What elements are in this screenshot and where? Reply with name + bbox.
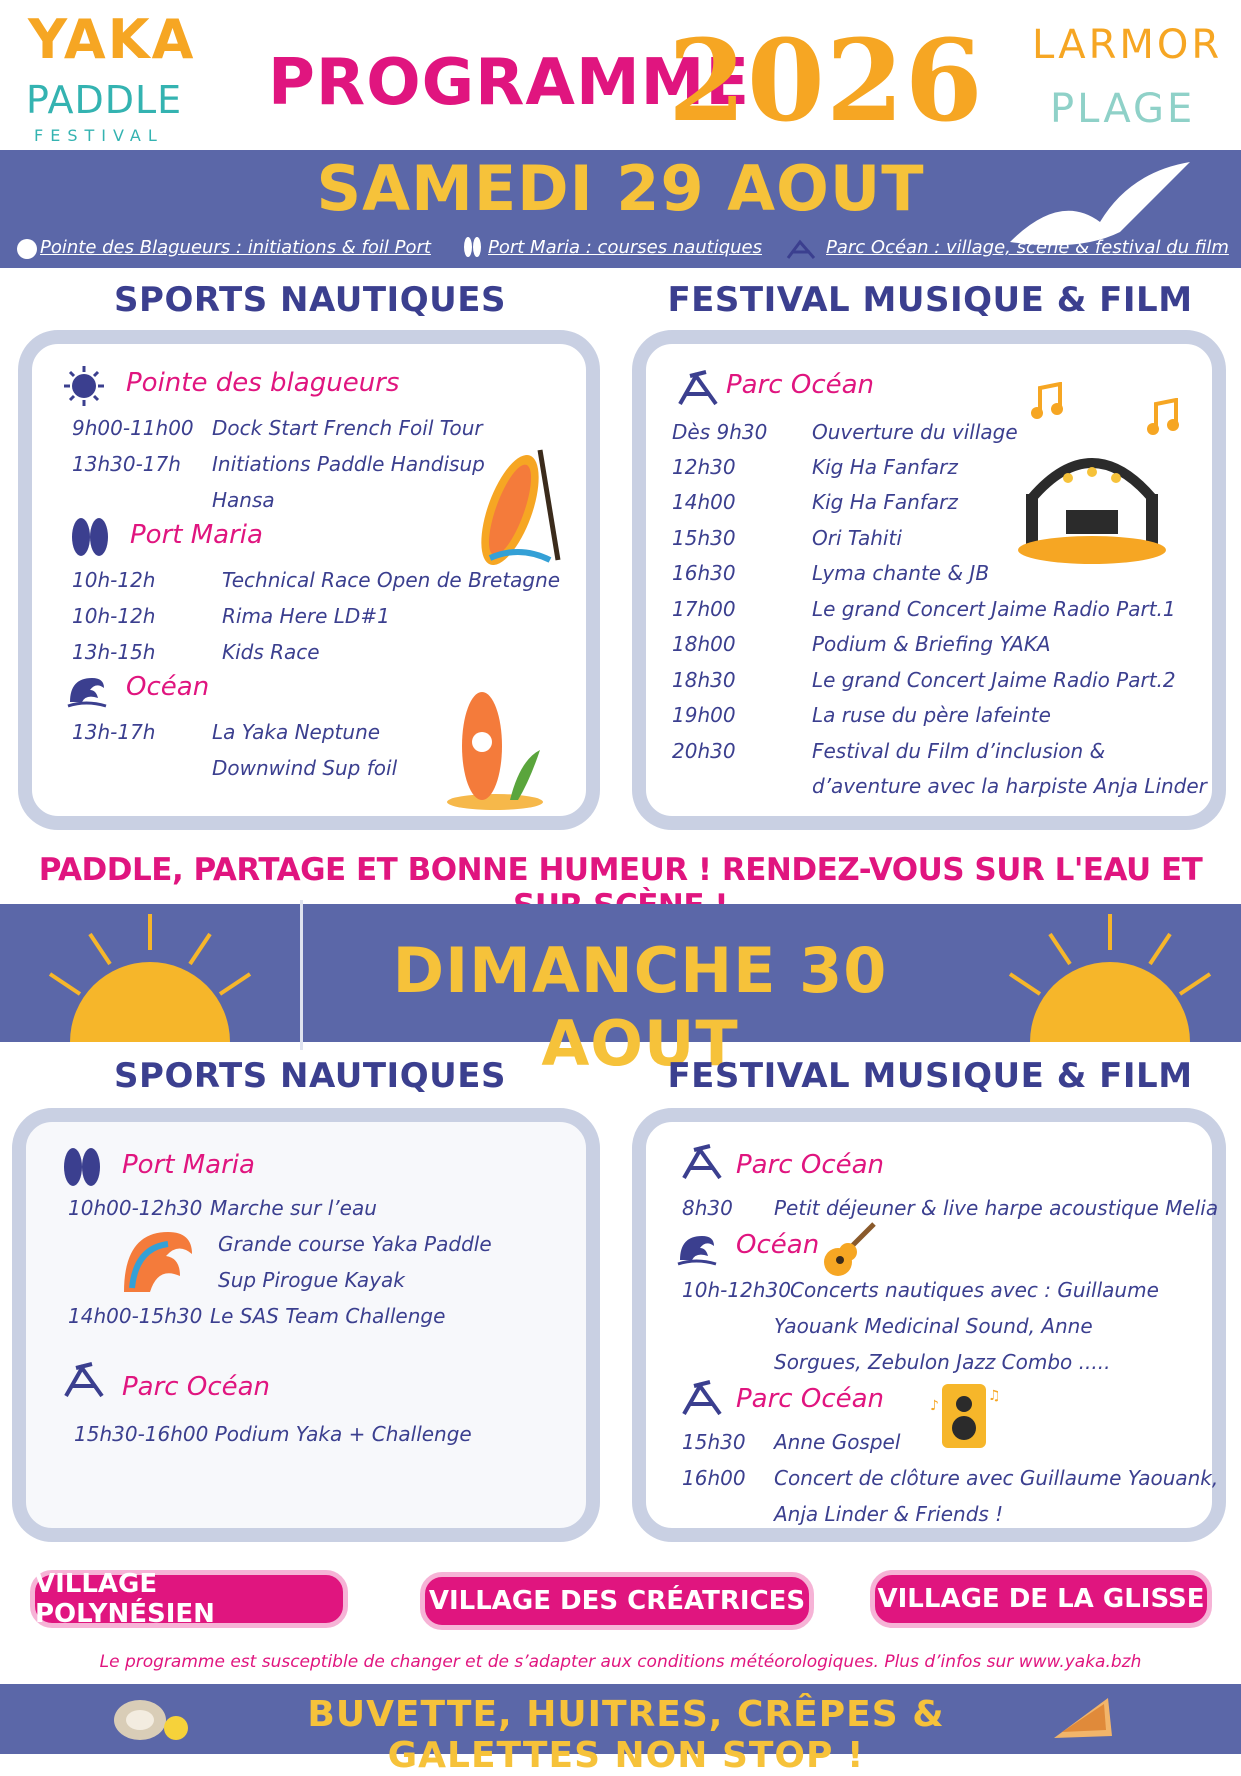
event-label: La ruse du père lafeinte — [812, 703, 1051, 727]
time-label: 17h00 — [672, 597, 736, 621]
location-ocean: Océan — [126, 672, 210, 702]
footer-text: BUVETTE, HUITRES, CRÊPES & GALETTES NON STOP ! — [307, 1694, 945, 1776]
logo-festival: FESTIVAL — [34, 126, 164, 145]
time-label: 20h30 — [672, 739, 736, 763]
time-label: 16h00 — [682, 1466, 746, 1490]
crepe-icon — [1048, 1690, 1118, 1746]
logo — [22, 8, 196, 148]
time-label: 18h30 — [672, 668, 736, 692]
saturday-sports-heading: SPORTS NAUTIQUES — [114, 280, 506, 320]
event-label: La Yaka Neptune — [212, 720, 381, 744]
guitar-icon — [818, 1220, 878, 1280]
flipflops-icon — [462, 236, 482, 258]
legend-item-pointe: Pointe des Blagueurs : initiations & foil Port — [40, 237, 431, 258]
location-larmor: LARMOR — [1032, 22, 1223, 68]
event-label: Kig Ha Fanfarz — [812, 490, 958, 514]
time-label: 19h00 — [672, 703, 736, 727]
event-label: Technical Race Open de Bretagne — [222, 568, 561, 592]
event-label: Kids Race — [222, 640, 320, 664]
music-note-icon — [1030, 382, 1066, 422]
event-label: d’aventure avec la harpiste Anja Linder — [812, 774, 1207, 798]
flipflops-icon — [62, 1146, 102, 1188]
speaker-icon — [928, 1380, 1002, 1454]
event-label: Petit déjeuner & live harpe acoustique Melia — [774, 1196, 1219, 1220]
location-parc-ocean: Parc Océan — [736, 1150, 885, 1180]
rising-sun-icon — [30, 904, 270, 1044]
event-label: Sup Pirogue Kayak — [218, 1268, 405, 1292]
village-glisse-badge: VILLAGE DE LA GLISSE — [870, 1570, 1212, 1628]
village-polynesien-badge: VILLAGE POLYNÉSIEN — [30, 1570, 348, 1628]
event-label: Festival du Film d’inclusion & — [812, 739, 1106, 763]
time-label: 10h-12h — [72, 568, 156, 592]
sun-icon — [62, 364, 106, 408]
time-label: 10h-12h — [72, 604, 156, 628]
time-label: Dès 9h30 — [672, 420, 768, 444]
surfboard-icon — [440, 690, 550, 810]
event-label: Ouverture du village — [812, 420, 1018, 444]
event-label: Rima Here LD#1 — [222, 604, 390, 628]
time-label: 15h30 — [672, 526, 736, 550]
event-label: Le SAS Team Challenge — [210, 1304, 446, 1328]
time-label: 14h00-15h30 — [68, 1304, 203, 1328]
time-label: 13h30-17h — [72, 452, 181, 476]
event-label: Concerts nautiques avec : Guillaume — [790, 1278, 1159, 1302]
time-label: 13h-15h — [72, 640, 156, 664]
location-parc-ocean: Parc Océan — [726, 370, 875, 400]
time-label: 18h00 — [672, 632, 736, 656]
wave-icon — [66, 672, 108, 712]
disclaimer: Le programme est susceptible de changer et de s’adapter aux conditions météorologiques. Plus d’infos sur www.yaka.bzh — [99, 1652, 1142, 1672]
location-ocean: Océan — [736, 1230, 820, 1260]
event-label: Yaouank Medicinal Sound, Anne — [774, 1314, 1093, 1338]
event-label: Sorgues, Zebulon Jazz Combo ..... — [774, 1350, 1111, 1374]
beach-chair-icon — [786, 238, 816, 260]
event-label: Marche sur l’eau — [210, 1196, 377, 1220]
event-label: Grande course Yaka Paddle — [218, 1232, 492, 1256]
saturday-title: SAMEDI 29 AOUT — [316, 152, 925, 225]
sunday-sports-heading: SPORTS NAUTIQUES — [114, 1056, 506, 1096]
location-pointe-blagueurs: Pointe des blagueurs — [126, 368, 400, 398]
beach-chair-icon — [62, 1362, 106, 1400]
event-label: Kig Ha Fanfarz — [812, 455, 958, 479]
time-label: 12h30 — [672, 455, 736, 479]
time-label: 10h00-12h30 — [68, 1196, 203, 1220]
legend-item-port-maria: Port Maria : courses nautiques — [488, 237, 763, 258]
event-label: Hansa — [212, 488, 275, 512]
event-label: Concert de clôture avec Guillaume Yaouank, — [774, 1466, 1219, 1490]
event-label: Le grand Concert Jaime Radio Part.1 — [812, 597, 1176, 621]
logo-paddle: PADDLE — [26, 78, 183, 122]
location-parc-ocean: Parc Océan — [122, 1372, 271, 1402]
time-label: 10h-12h30 — [682, 1278, 791, 1302]
programme-title: PROGRAMME — [268, 46, 751, 120]
svg-text:♪: ♪ — [930, 1398, 939, 1414]
location-port-maria: Port Maria — [130, 520, 263, 550]
paddleboard-icon — [470, 440, 570, 570]
event-label: Downwind Sup foil — [212, 756, 398, 780]
event-label: Podium & Briefing YAKA — [812, 632, 1051, 656]
flipflops-icon — [70, 516, 110, 558]
event-label: Anne Gospel — [774, 1430, 901, 1454]
time-label: 8h30 — [682, 1196, 733, 1220]
big-wave-icon — [118, 1222, 198, 1302]
event-label: Dock Start French Foil Tour — [212, 416, 483, 440]
time-label: 14h00 — [672, 490, 736, 514]
event-label: Initiations Paddle Handisup — [212, 452, 485, 476]
event-label: Ori Tahiti — [812, 526, 902, 550]
sun-icon — [16, 238, 38, 260]
sunday-music-heading: FESTIVAL MUSIQUE & FILM — [667, 1056, 1193, 1096]
time-label: 15h30 — [682, 1430, 746, 1454]
location-port-maria: Port Maria — [122, 1150, 255, 1180]
legend-item-parc-ocean: Parc Océan : village, scène & festival du film — [826, 237, 1229, 258]
event-label: Lyma chante & JB — [812, 561, 990, 585]
event-label: Le grand Concert Jaime Radio Part.2 — [812, 668, 1176, 692]
event-label: 15h30-16h00 Podium Yaka + Challenge — [74, 1422, 472, 1446]
time-label: 13h-17h — [72, 720, 156, 744]
time-label: 16h30 — [672, 561, 736, 585]
saturday-music-heading: FESTIVAL MUSIQUE & FILM — [667, 280, 1193, 320]
event-label: Anja Linder & Friends ! — [774, 1502, 1004, 1526]
location-parc-ocean: Parc Océan — [736, 1384, 885, 1414]
wave-icon — [676, 1230, 718, 1270]
oyster-icon — [110, 1690, 190, 1746]
music-note-icon — [1146, 398, 1182, 438]
beach-chair-icon — [680, 1380, 724, 1418]
sunday-title: DIMANCHE 30 AOUT — [392, 934, 888, 1080]
time-label: 9h00-11h00 — [72, 416, 194, 440]
year-title: 2026 — [668, 16, 984, 147]
beach-chair-icon — [676, 370, 720, 408]
village-creatrices-badge: VILLAGE DES CRÉATRICES — [420, 1572, 814, 1630]
location-plage: PLAGE — [1050, 86, 1196, 132]
slogan: PADDLE, PARTAGE ET BONNE HUMEUR ! RENDEZ-VOUS SUR L'EAU ET — [38, 852, 1203, 888]
legend-row — [14, 236, 1234, 262]
logo-yaka: YAKA — [28, 8, 196, 71]
stage-icon — [1012, 438, 1172, 568]
svg-text:♫: ♫ — [988, 1388, 1001, 1404]
beach-chair-icon — [680, 1144, 724, 1182]
rising-sun-icon — [990, 904, 1230, 1044]
